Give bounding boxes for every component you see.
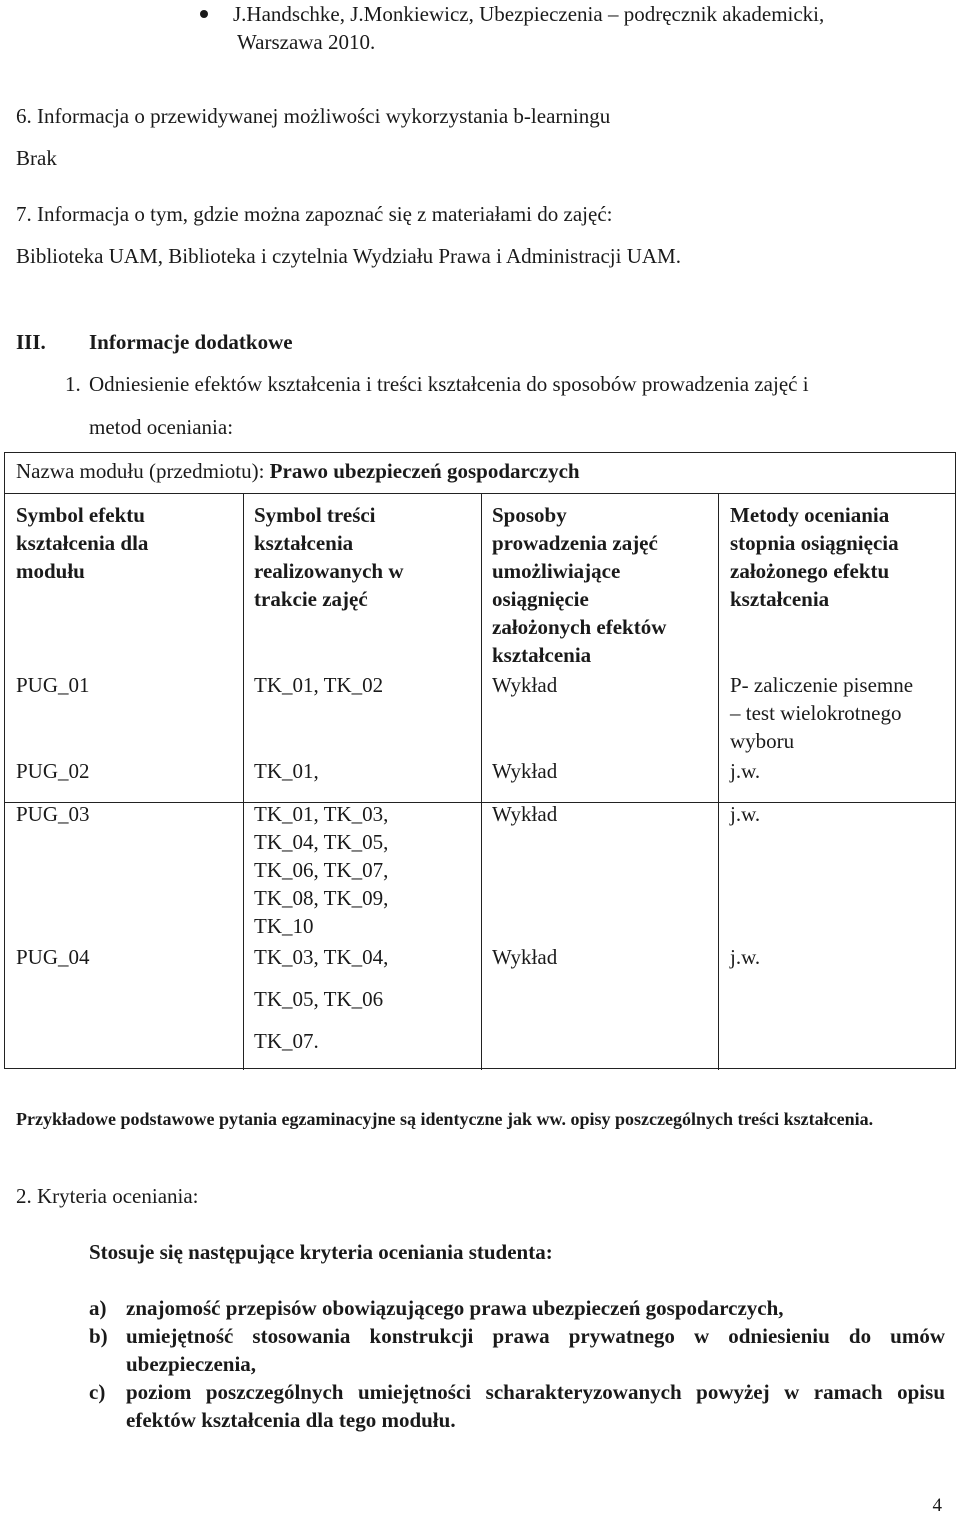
header-content-symbol bbox=[254, 501, 404, 613]
table-row-method: Wykład bbox=[492, 945, 558, 969]
part-title: Informacje dodatkowe bbox=[89, 330, 293, 354]
list-item-label: c) bbox=[89, 1380, 106, 1404]
criteria-list bbox=[89, 1294, 945, 1434]
assessment-line: j.w. bbox=[730, 759, 761, 783]
header-line: założonego efektu bbox=[730, 559, 890, 583]
table-row-symbol: PUG_02 bbox=[16, 759, 90, 783]
list-item-text: umiejętność stosowania konstrukcji prawa prywatnego w odniesieniu do umów ubezpieczenia, bbox=[126, 1324, 945, 1376]
header-line: realizowanych w bbox=[254, 559, 404, 583]
exam-note: Przykładowe podstawowe pytania egzaminacyjne są identyczne jak ww. opisy poszczególnych treści kształcenia. bbox=[16, 1109, 874, 1129]
list-item-label: b) bbox=[89, 1324, 108, 1348]
content-line: TK_01, TK_03, bbox=[254, 802, 389, 826]
table-row-assessment bbox=[730, 800, 760, 828]
header-line: kształcenia bbox=[492, 643, 592, 667]
header-line: Symbol efektu bbox=[16, 503, 145, 527]
header-line: umożliwiające bbox=[492, 559, 621, 583]
content-line: TK_07. bbox=[254, 1029, 319, 1053]
table-row-content bbox=[254, 943, 388, 1055]
header-teaching-methods bbox=[492, 501, 666, 669]
header-line: założonych efektów bbox=[492, 615, 667, 639]
reference-line: J.Handschke, J.Monkiewicz, Ubezpieczenia – podręcznik akademicki, bbox=[233, 2, 825, 26]
header-line: trakcie zajęć bbox=[254, 587, 368, 611]
assessment-table bbox=[4, 452, 956, 1069]
list-item bbox=[89, 1322, 945, 1378]
table-rule bbox=[5, 493, 955, 494]
table-row-method: Wykład bbox=[492, 673, 558, 697]
content-line: TK_05, TK_06 bbox=[254, 987, 384, 1011]
assessment-line: j.w. bbox=[730, 945, 761, 969]
list-item-text: znajomość przepisów obowiązującego prawa ubezpieczeń gospodarczych, bbox=[126, 1296, 784, 1320]
assessment-line: P- zaliczenie pisemne bbox=[730, 673, 914, 697]
item-1-line: Odniesienie efektów kształcenia i treści kształcenia do sposobów prowadzenia zajęć i bbox=[89, 372, 809, 396]
table-row-assessment bbox=[730, 671, 913, 755]
header-line: osiągnięcie bbox=[492, 587, 589, 611]
content-line: TK_04, TK_05, bbox=[254, 830, 389, 854]
header-effect-symbol bbox=[16, 501, 148, 585]
content-line: TK_08, TK_09, bbox=[254, 886, 389, 910]
header-line: kształcenia bbox=[730, 587, 830, 611]
reference-entry bbox=[233, 0, 933, 56]
section-7-value: Biblioteka UAM, Biblioteka i czytelnia Wydziału Prawa i Administracji UAM. bbox=[16, 244, 681, 268]
content-line: TK_06, TK_07, bbox=[254, 858, 389, 882]
criteria-intro: Stosuje się następujące kryteria oceniania studenta: bbox=[89, 1240, 553, 1264]
list-item bbox=[89, 1294, 945, 1322]
header-line: prowadzenia zajęć bbox=[492, 531, 658, 555]
item-2-heading: 2. Kryteria oceniania: bbox=[16, 1184, 199, 1208]
header-line: kształcenia dla bbox=[16, 531, 149, 555]
content-line: TK_03, TK_04, bbox=[254, 945, 389, 969]
page-number: 4 bbox=[932, 1495, 942, 1516]
reference-line: Warszawa 2010. bbox=[237, 30, 376, 54]
header-assessment-methods bbox=[730, 501, 899, 613]
module-label: Nazwa modułu (przedmiotu): bbox=[16, 459, 265, 483]
table-row-assessment bbox=[730, 943, 760, 971]
header-line: Metody oceniania bbox=[730, 503, 890, 527]
content-line: TK_01, TK_02 bbox=[254, 673, 384, 697]
content-line: TK_10 bbox=[254, 914, 314, 938]
header-line: Symbol treści bbox=[254, 503, 376, 527]
table-row-content bbox=[254, 671, 383, 699]
list-item-label: a) bbox=[89, 1296, 107, 1320]
header-line: Sposoby bbox=[492, 503, 567, 527]
module-name-row bbox=[16, 457, 580, 485]
table-row-content bbox=[254, 757, 319, 785]
header-line: kształcenia bbox=[254, 531, 354, 555]
item-1-number: 1. bbox=[65, 372, 81, 396]
header-line: modułu bbox=[16, 559, 85, 583]
list-item bbox=[89, 1378, 945, 1434]
table-row-symbol: PUG_01 bbox=[16, 673, 90, 697]
module-name: Prawo ubezpieczeń gospodarczych bbox=[269, 459, 580, 483]
section-7-heading: 7. Informacja o tym, gdzie można zapoznać się z materiałami do zajęć: bbox=[16, 202, 613, 226]
table-column-rule bbox=[481, 493, 482, 1070]
content-line: TK_01, bbox=[254, 759, 319, 783]
list-item-text: poziom poszczególnych umiejętności scharakteryzowanych powyżej w ramach opisu efektów kształcenia dla tego modułu. bbox=[126, 1380, 945, 1432]
table-column-rule bbox=[243, 493, 244, 1070]
table-row-content bbox=[254, 800, 388, 940]
table-column-rule bbox=[718, 493, 719, 1070]
assessment-line: wyboru bbox=[730, 729, 795, 753]
part-numeral: III. bbox=[16, 330, 46, 354]
item-1-line: metod oceniania: bbox=[89, 415, 234, 439]
assessment-line: – test wielokrotnego bbox=[730, 701, 902, 725]
table-row-symbol: PUG_03 bbox=[16, 802, 90, 826]
section-6-value: Brak bbox=[16, 146, 57, 170]
table-row-method: Wykład bbox=[492, 759, 558, 783]
assessment-line: j.w. bbox=[730, 802, 761, 826]
table-row-assessment bbox=[730, 757, 760, 785]
table-row-method: Wykład bbox=[492, 802, 558, 826]
bullet-dot bbox=[200, 10, 208, 18]
header-line: stopnia osiągnięcia bbox=[730, 531, 899, 555]
table-rule bbox=[5, 802, 955, 803]
section-6-heading: 6. Informacja o przewidywanej możliwości wykorzystania b-learningu bbox=[16, 104, 611, 128]
table-row-symbol: PUG_04 bbox=[16, 945, 90, 969]
